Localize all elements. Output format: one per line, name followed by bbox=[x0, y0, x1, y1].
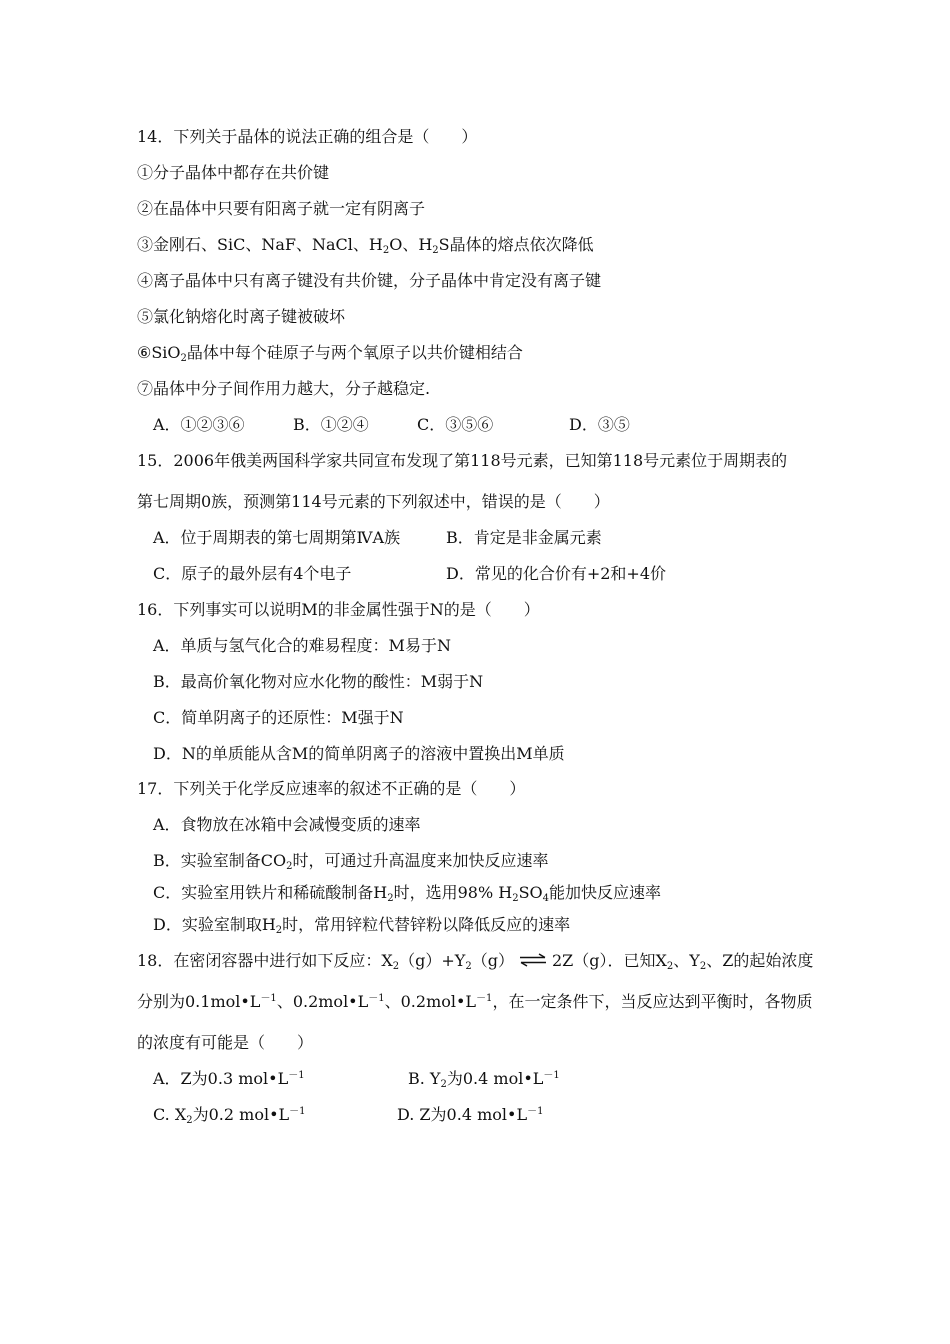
q18-option-c: C. $X_2$为0.2 $mol•L^{-1}$ bbox=[153, 1105, 306, 1126]
q14-statement-7: ⑦晶体中分子间作用力越大，分子越稳定. bbox=[137, 379, 431, 398]
q14-statement-3: ③金刚石、SiC、NaF、NaCl、$H_2O$、$H_2S$晶体的熔点依次降低 bbox=[137, 235, 594, 256]
reversible-arrow-icon bbox=[518, 953, 548, 967]
q18-option-b: B. $Y_2$为0.4 $mol•L^{-1}$ bbox=[408, 1069, 560, 1090]
q16-option-d: D．N的单质能从含M的简单阴离子的溶液中置换出M单质 bbox=[153, 744, 565, 763]
q17-stem: 17．下列关于化学反应速率的叙述不正确的是（ ） bbox=[137, 779, 526, 798]
q15-option-c: C．原子的最外层有4个电子 bbox=[153, 564, 352, 583]
q15-option-d: D．常见的化合价有+2和+4价 bbox=[446, 564, 667, 583]
q18-stem-line-2: 分别为$0.1mol•L^{-1}$、$0.2mol•L^{-1}$、$0.2mol•L^{-1}$，在一定条件下，当反应达到平衡时，各物质 bbox=[137, 992, 813, 1011]
q18-option-a: A．Z为0.3 $mol•L^{-1}$ bbox=[153, 1069, 305, 1088]
q17-option-a: A．食物放在冰箱中会减慢变质的速率 bbox=[153, 815, 421, 834]
q14-statement-1: ①分子晶体中都存在共价键 bbox=[137, 163, 330, 182]
q15-stem-line-1: 15．2006年俄美两国科学家共同宣布发现了第118号元素，已知第118号元素位于周期表的 bbox=[137, 451, 788, 470]
q14-stem: 14．下列关于晶体的说法正确的组合是（ ） bbox=[137, 127, 478, 146]
q16-option-c: C．简单阴离子的还原性：M强于N bbox=[153, 708, 404, 727]
q16-option-b: B．最高价氧化物对应水化物的酸性：M弱于N bbox=[153, 672, 484, 691]
q18-stem-line-3: 的浓度有可能是（ ） bbox=[137, 1033, 314, 1052]
q17-option-c: C．实验室用铁片和稀硫酸制备$H_2$时，选用98% $H_2SO_4$能加快反应速率 bbox=[153, 883, 662, 904]
q15-stem-line-2: 第七周期0族，预测第114号元素的下列叙述中，错误的是（ ） bbox=[137, 492, 610, 511]
q14-option-c: C．③⑤⑥ bbox=[417, 415, 494, 434]
q18-stem-line-1: 18．在密闭容器中进行如下反应：$X_2(g)+Y_2(g)$ 2Z（g）．已知$X_2$、$Y_2$、Z的起始浓度 bbox=[137, 951, 814, 972]
q16-option-a: A．单质与氢气化合的难易程度：M易于N bbox=[153, 636, 451, 655]
q18-option-d: D. Z为0.4 $mol•L^{-1}$ bbox=[397, 1105, 544, 1124]
q14-statement-5: ⑤氯化钠熔化时离子键被破坏 bbox=[137, 307, 346, 326]
q14-option-a: A．①②③⑥ bbox=[153, 415, 245, 434]
q14-statement-4: ④离子晶体中只有离子键没有共价键，分子晶体中肯定没有离子键 bbox=[137, 271, 602, 290]
q14-option-b: B．①②④ bbox=[293, 415, 369, 434]
q15-option-a: A．位于周期表的第七周期第ⅣA族 bbox=[153, 528, 401, 547]
q14-statement-6: ⑥SiO$_2$晶体中每个硅原子与两个氧原子以共价键相结合 bbox=[137, 343, 523, 364]
q15-option-b: B．肯定是非金属元素 bbox=[446, 528, 602, 547]
q17-option-b: B．实验室制备$CO_2$时，可通过升高温度来加快反应速率 bbox=[153, 851, 549, 872]
q16-stem: 16．下列事实可以说明M的非金属性强于N的是（ ） bbox=[137, 600, 540, 619]
q14-statement-2: ②在晶体中只要有阳离子就一定有阴离子 bbox=[137, 199, 426, 218]
q14-option-d: D．③⑤ bbox=[569, 415, 630, 434]
q17-option-d: D．实验室制取$H_2$时，常用锌粒代替锌粉以降低反应的速率 bbox=[153, 915, 571, 936]
